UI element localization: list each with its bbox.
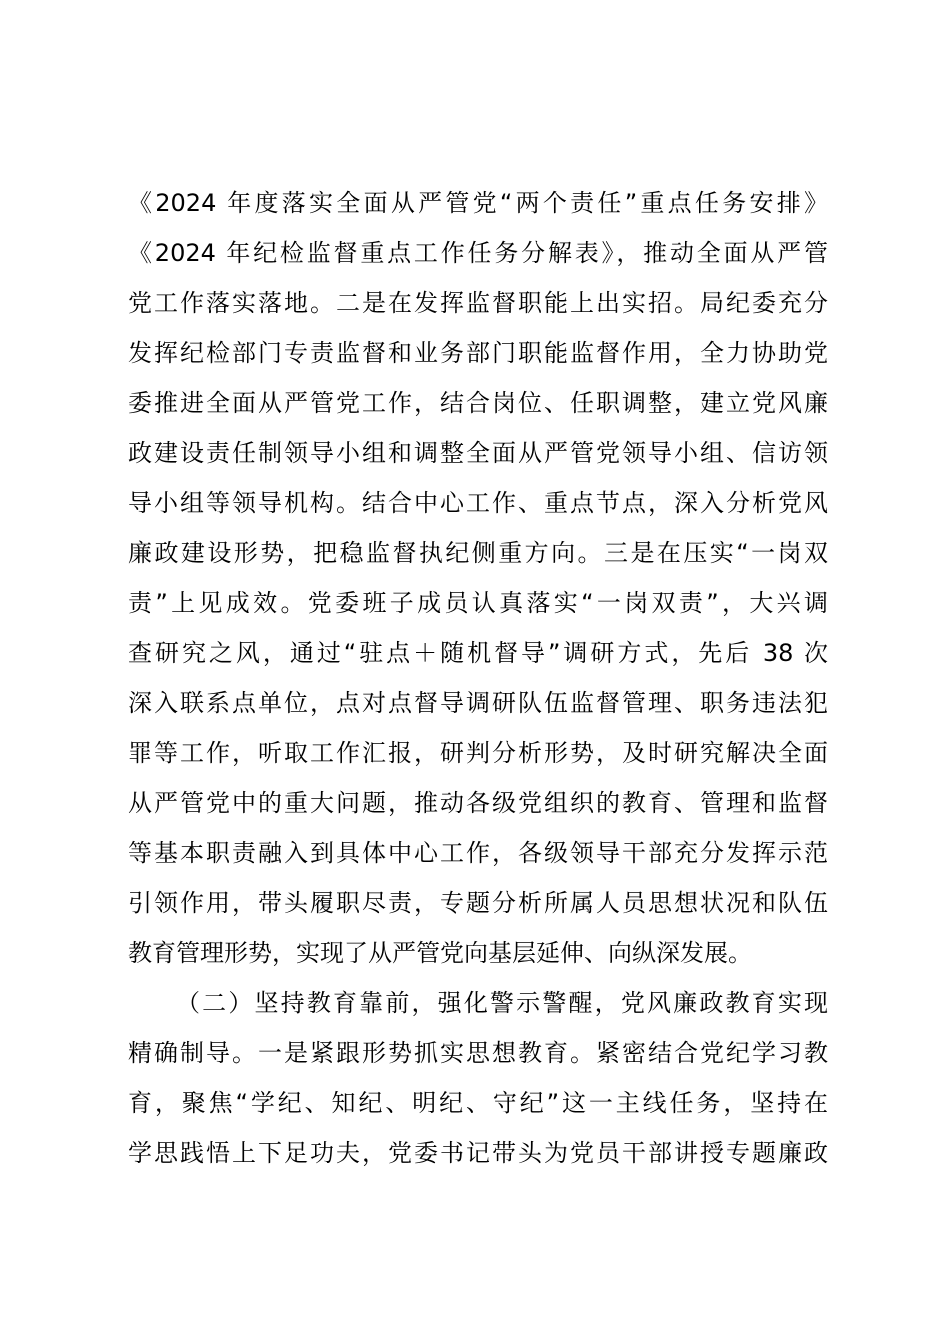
text-line: 等基本职责融入到具体中心工作，各级领导干部充分发挥示范: [128, 839, 828, 867]
text-line: 发挥纪检部门专责监督和业务部门职能监督作用，全力协助党: [128, 339, 828, 367]
text-line: 引领作用，带头履职尽责，专题分析所属人员思想状况和队伍: [128, 889, 828, 917]
text-line: 导小组等领导机构。结合中心工作、重点节点，深入分析党风: [128, 489, 828, 517]
text-line: 《2024 年度落实全面从严管党“两个责任”重点任务安排》: [128, 189, 828, 217]
text-line: 党工作落实落地。二是在发挥监督职能上出实招。局纪委充分: [128, 289, 828, 317]
paragraph-start-line: （二）坚持教育靠前，强化警示警醒，党风廉政教育实现: [176, 989, 828, 1017]
text-line: 育，聚焦“学纪、知纪、明纪、守纪”这一主线任务，坚持在: [128, 1089, 828, 1117]
text-line: 从严管党中的重大问题，推动各级党组织的教育、管理和监督: [128, 789, 828, 817]
text-line: 学思践悟上下足功夫，党委书记带头为党员干部讲授专题廉政: [128, 1139, 828, 1167]
text-line: 深入联系点单位，点对点督导调研队伍监督管理、职务违法犯: [128, 689, 828, 717]
text-line: 责”上见成效。党委班子成员认真落实“一岗双责”，大兴调: [128, 589, 828, 617]
text-line: 《2024 年纪检监督重点工作任务分解表》，推动全面从严管: [128, 239, 828, 267]
text-line: 罪等工作，听取工作汇报，研判分析形势，及时研究解决全面: [128, 739, 828, 767]
text-line: 廉政建设形势，把稳监督执纪侧重方向。三是在压实“一岗双: [128, 539, 828, 567]
text-line: 委推进全面从严管党工作，结合岗位、任职调整，建立党风廉: [128, 389, 828, 417]
text-line: 教育管理形势，实现了从严管党向基层延伸、向纵深发展。: [128, 939, 752, 967]
text-line: 政建设责任制领导小组和调整全面从严管党领导小组、信访领: [128, 439, 828, 467]
text-line: 查研究之风，通过“驻点＋随机督导”调研方式，先后 38 次: [128, 639, 828, 667]
text-line: 精确制导。一是紧跟形势抓实思想教育。紧密结合党纪学习教: [128, 1039, 828, 1067]
